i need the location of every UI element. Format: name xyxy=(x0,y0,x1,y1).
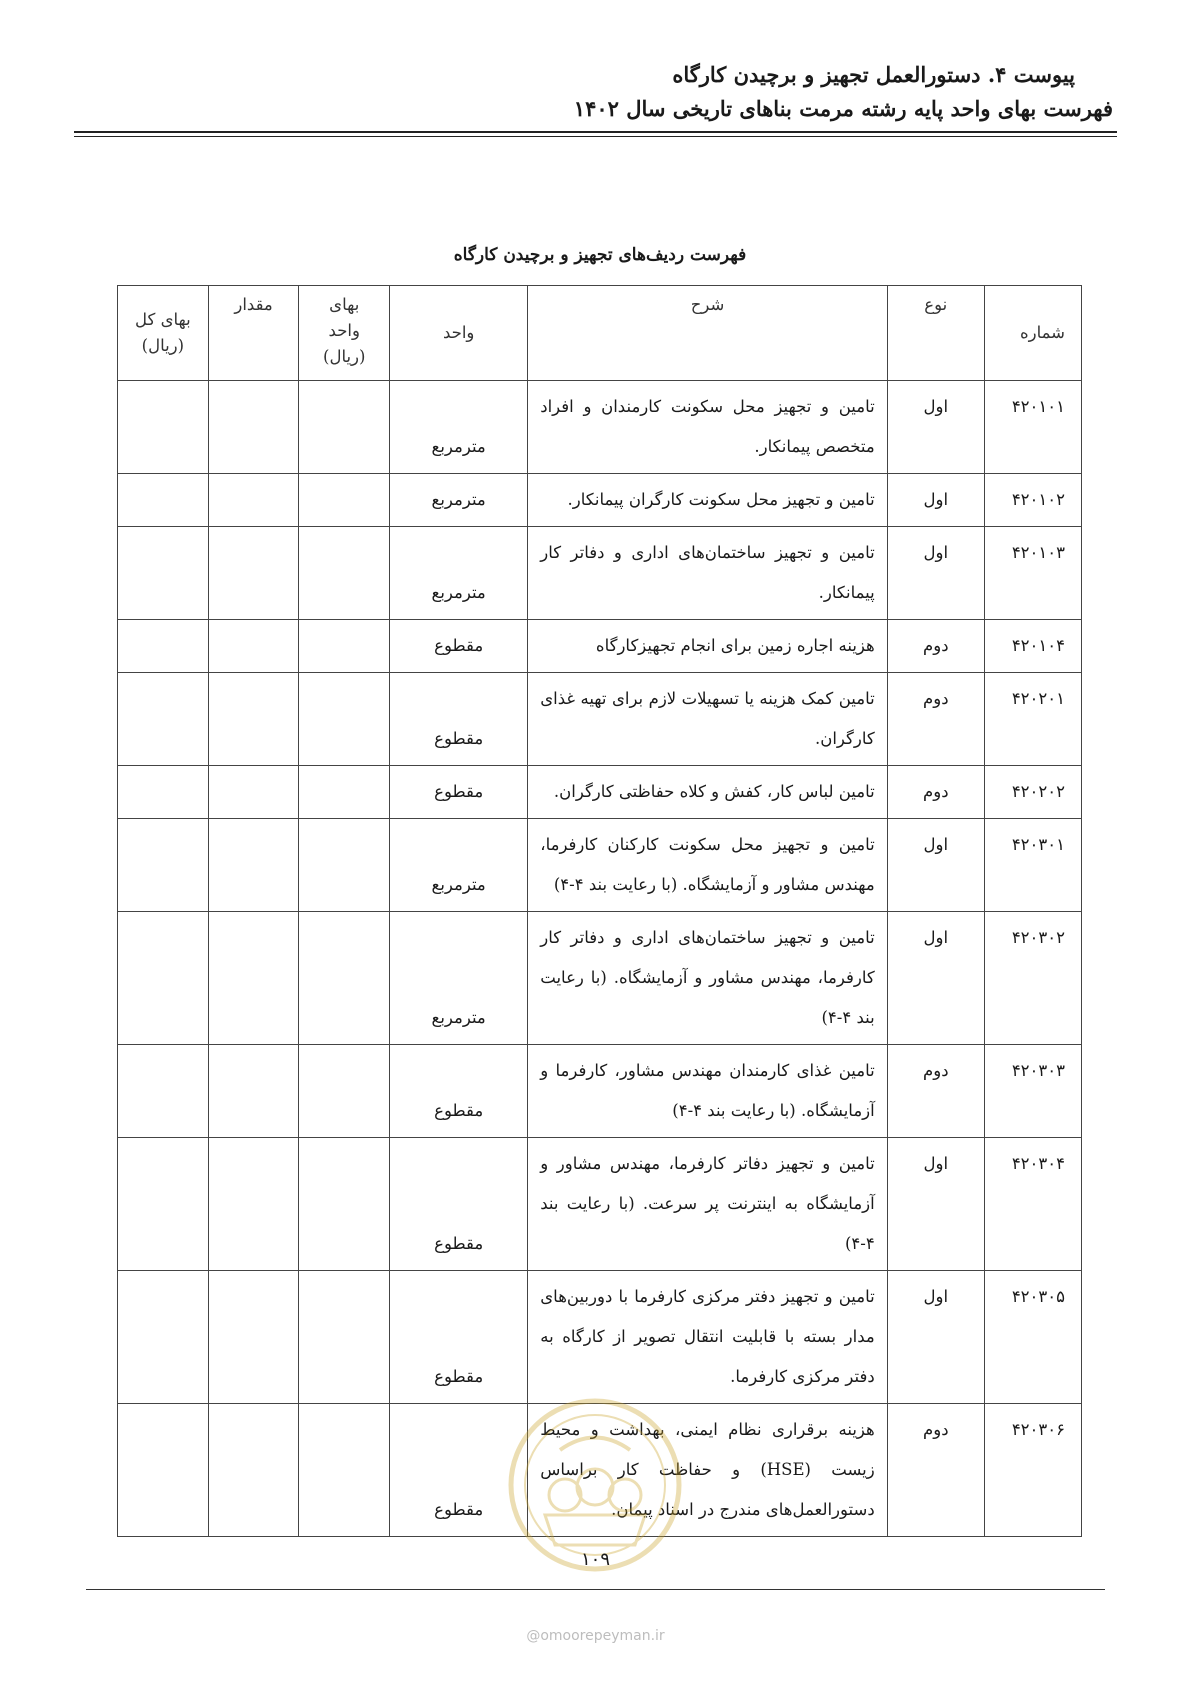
row-number: ۴۲۰۲۰۲ xyxy=(984,766,1081,819)
row-description: تامین لباس کار، کفش و کلاه حفاظتی کارگران. xyxy=(528,766,887,819)
row-number: ۴۲۰۳۰۶ xyxy=(984,1404,1081,1537)
col-header-quantity: مقدار xyxy=(208,286,299,381)
row-quantity xyxy=(208,1138,299,1271)
footer-rule xyxy=(86,1589,1105,1590)
table-row xyxy=(118,766,1082,819)
row-unit-price xyxy=(299,620,390,673)
row-type: اول xyxy=(887,527,984,620)
table-row xyxy=(118,474,1082,527)
table-row xyxy=(118,819,1082,912)
row-description: تامین و تجهیز محل سکونت کارگران پیمانکار. xyxy=(528,474,887,527)
row-description: تامین و تجهیز ساختمان‌های اداری و دفاتر کار پیمانکار. xyxy=(528,527,887,620)
row-unit-price xyxy=(299,1138,390,1271)
row-quantity xyxy=(208,1404,299,1537)
row-unit-price xyxy=(299,527,390,620)
row-type: اول xyxy=(887,381,984,474)
col-header-unit-price: بهای واحد (ریال) xyxy=(299,286,390,381)
row-type: دوم xyxy=(887,673,984,766)
appendix-title: پیوست ۴. دستورالعمل تجهیز و برچیدن کارگاه xyxy=(672,62,1075,87)
row-unit: مقطوع xyxy=(390,620,528,673)
row-number: ۴۲۰۳۰۲ xyxy=(984,912,1081,1045)
row-quantity xyxy=(208,766,299,819)
row-description: تامین و تجهیز دفاتر کارفرما، مهندس مشاور و آزمایشگاه به اینترنت پر سرعت. (با رعایت بند ۴-۴) xyxy=(528,1138,887,1271)
row-unit: مقطوع xyxy=(390,1138,528,1271)
col-header-total-price: بهای کل (ریال) xyxy=(118,286,209,381)
row-type: اول xyxy=(887,1138,984,1271)
row-unit: مقطوع xyxy=(390,1404,528,1537)
row-type: دوم xyxy=(887,620,984,673)
row-quantity xyxy=(208,1271,299,1404)
row-unit: مترمربع xyxy=(390,527,528,620)
row-number: ۴۲۰۳۰۱ xyxy=(984,819,1081,912)
row-total-price xyxy=(118,381,209,474)
row-total-price xyxy=(118,819,209,912)
row-type: دوم xyxy=(887,766,984,819)
items-table xyxy=(117,285,1082,1537)
row-type: اول xyxy=(887,819,984,912)
row-quantity xyxy=(208,673,299,766)
row-unit: مقطوع xyxy=(390,1045,528,1138)
table-row xyxy=(118,673,1082,766)
row-description: تامین کمک هزینه یا تسهیلات لازم برای تهیه غذای کارگران. xyxy=(528,673,887,766)
row-total-price xyxy=(118,1045,209,1138)
row-number: ۴۲۰۳۰۳ xyxy=(984,1045,1081,1138)
row-type: دوم xyxy=(887,1045,984,1138)
row-number: ۴۲۰۳۰۵ xyxy=(984,1271,1081,1404)
document-header xyxy=(574,58,1113,126)
row-total-price xyxy=(118,1271,209,1404)
table-row xyxy=(118,527,1082,620)
row-unit-price xyxy=(299,912,390,1045)
row-unit-price xyxy=(299,474,390,527)
row-description: هزینه اجاره زمین برای انجام تجهیزکارگاه xyxy=(528,620,887,673)
row-total-price xyxy=(118,620,209,673)
row-number: ۴۲۰۱۰۳ xyxy=(984,527,1081,620)
page-number: ۱۰۹ xyxy=(580,1549,610,1570)
row-unit: مترمربع xyxy=(390,819,528,912)
row-type: دوم xyxy=(887,1404,984,1537)
table-row xyxy=(118,381,1082,474)
row-unit-price xyxy=(299,381,390,474)
row-quantity xyxy=(208,527,299,620)
row-number: ۴۲۰۱۰۲ xyxy=(984,474,1081,527)
row-quantity xyxy=(208,381,299,474)
row-unit: مترمربع xyxy=(390,912,528,1045)
row-unit-price xyxy=(299,1271,390,1404)
table-row xyxy=(118,912,1082,1045)
row-unit: مقطوع xyxy=(390,673,528,766)
row-quantity xyxy=(208,474,299,527)
table-row xyxy=(118,620,1082,673)
row-description: تامین غذای کارمندان مهندس مشاور، کارفرما و آزمایشگاه. (با رعایت بند ۴-۴) xyxy=(528,1045,887,1138)
table-row xyxy=(118,1138,1082,1271)
table-header-row xyxy=(118,286,1082,381)
document-title: فهرست بهای واحد پایه رشته مرمت بناهای تاریخی سال ۱۴۰۲ xyxy=(573,96,1113,121)
header-rule-thin xyxy=(74,136,1117,137)
row-quantity xyxy=(208,819,299,912)
row-quantity xyxy=(208,912,299,1045)
table-row xyxy=(118,1045,1082,1138)
row-unit-price xyxy=(299,673,390,766)
row-number: ۴۲۰۱۰۱ xyxy=(984,381,1081,474)
row-type: اول xyxy=(887,912,984,1045)
row-unit-price xyxy=(299,1404,390,1537)
row-number: ۴۲۰۲۰۱ xyxy=(984,673,1081,766)
header-rule-thick xyxy=(74,131,1117,133)
row-description: تامین و تجهیز محل سکونت کارکنان کارفرما، مهندس مشاور و آزمایشگاه. (با رعایت بند ۴-۴) xyxy=(528,819,887,912)
row-unit: مترمربع xyxy=(390,381,528,474)
row-unit-price xyxy=(299,1045,390,1138)
row-unit: مقطوع xyxy=(390,766,528,819)
row-description: تامین و تجهیز ساختمان‌های اداری و دفاتر کار کارفرما، مهندس مشاور و آزمایشگاه. (با رعایت بند ۴-۴) xyxy=(528,912,887,1045)
row-type: اول xyxy=(887,1271,984,1404)
row-total-price xyxy=(118,474,209,527)
row-type: اول xyxy=(887,474,984,527)
row-description: تامین و تجهیز محل سکونت کارمندان و افراد متخصص پیمانکار. xyxy=(528,381,887,474)
col-header-description: شرح xyxy=(528,286,887,381)
row-unit: مقطوع xyxy=(390,1271,528,1404)
row-total-price xyxy=(118,527,209,620)
row-unit: مترمربع xyxy=(390,474,528,527)
row-total-price xyxy=(118,766,209,819)
table-row xyxy=(118,1271,1082,1404)
row-total-price xyxy=(118,912,209,1045)
table-title: فهرست ردیف‌های تجهیز و برچیدن کارگاه xyxy=(453,245,747,265)
row-unit-price xyxy=(299,819,390,912)
row-total-price xyxy=(118,1138,209,1271)
col-header-type: نوع xyxy=(887,286,984,381)
col-header-number: شماره xyxy=(984,286,1081,381)
row-quantity xyxy=(208,620,299,673)
website-watermark: @omoorepeyman.ir xyxy=(526,1628,665,1644)
row-number: ۴۲۰۱۰۴ xyxy=(984,620,1081,673)
row-number: ۴۲۰۳۰۴ xyxy=(984,1138,1081,1271)
row-quantity xyxy=(208,1045,299,1138)
row-total-price xyxy=(118,673,209,766)
emblem-seal-watermark xyxy=(505,1395,685,1575)
row-total-price xyxy=(118,1404,209,1537)
row-unit-price xyxy=(299,766,390,819)
col-header-unit: واحد xyxy=(390,286,528,381)
row-description: هزینه برقراری نظام ایمنی، بهداشت و محیط زیست (HSE) و حفاظت کار براساس دستورالعمل‌های مندرج در اسناد پیمان. xyxy=(528,1404,887,1537)
row-description: تامین و تجهیز دفتر مرکزی کارفرما با دوربین‌های مدار بسته با قابلیت انتقال تصویر از کارگاه به دفتر مرکزی کارفرما. xyxy=(528,1271,887,1404)
